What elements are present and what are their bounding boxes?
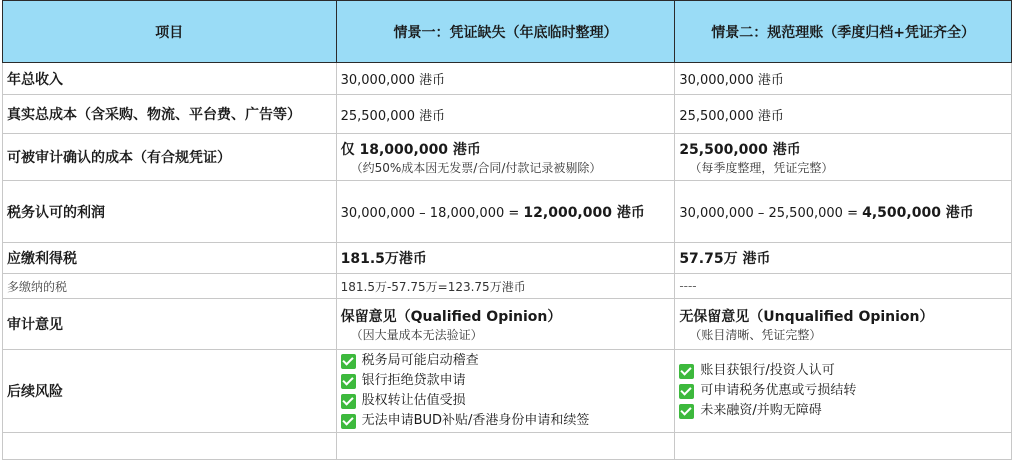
risk-s1-text: 银行拒绝贷款申请 xyxy=(361,373,466,388)
cell-total-cost-s1[interactable]: 25,500,000 港币 xyxy=(336,95,675,134)
cell-audited-cost-s1[interactable] xyxy=(336,134,675,181)
row-label-opinion[interactable]: 审计意见 xyxy=(3,299,337,350)
risk-list-s1 xyxy=(341,351,671,431)
cell-risk-s1[interactable] xyxy=(336,350,675,433)
empty-cell[interactable] xyxy=(3,433,337,460)
cell-profit-s1[interactable] xyxy=(336,181,675,243)
list-item xyxy=(341,391,671,411)
risk-s1-text: 无法申请BUD补贴/香港身份申请和续签 xyxy=(361,413,590,428)
table-row xyxy=(3,350,1012,433)
table-row xyxy=(3,274,1012,299)
cell-tax-s1[interactable]: 181.5万港币 xyxy=(336,243,675,274)
check-icon xyxy=(341,414,356,429)
check-icon xyxy=(341,354,356,369)
opinion-s2-note: （账目清晰、凭证完整） xyxy=(689,327,822,342)
list-item xyxy=(679,401,1007,421)
opinion-s2-main: 无保留意见（Unqualified Opinion） xyxy=(679,308,934,325)
list-item xyxy=(341,351,671,371)
opinion-s1-main: 保留意见（Qualified Opinion） xyxy=(340,308,562,325)
list-item xyxy=(341,411,671,431)
opinion-s1-note: （因大量成本无法验证） xyxy=(350,327,483,342)
empty-row xyxy=(3,433,1012,460)
empty-cell[interactable] xyxy=(336,433,675,460)
risk-s2-text: 可申请税务优惠或亏损结转 xyxy=(700,383,857,398)
table-row xyxy=(3,134,1012,181)
check-icon xyxy=(341,374,356,389)
cell-tax-s2[interactable]: 57.75万 港币 xyxy=(675,243,1012,274)
check-icon xyxy=(341,394,356,409)
profit-s2-formula: 30,000,000 – 25,500,000 = xyxy=(679,205,863,221)
cell-opinion-s2[interactable] xyxy=(675,299,1012,350)
row-label-tax[interactable]: 应缴利得税 xyxy=(3,243,337,274)
audited-cost-s2-main: 25,500,000 港币 xyxy=(679,141,801,158)
profit-s1-formula: 30,000,000 – 18,000,000 = xyxy=(340,205,524,221)
row-label-income[interactable]: 年总收入 xyxy=(3,63,337,95)
table-row xyxy=(3,243,1012,274)
check-icon xyxy=(679,404,694,419)
audited-cost-s2-note: （每季度整理，凭证完整） xyxy=(689,160,834,175)
cell-extra-tax-s1[interactable]: 181.5万-57.75万=123.75万港币 xyxy=(336,274,675,299)
audited-cost-s1-main: 仅 18,000,000 港币 xyxy=(340,141,481,158)
check-icon xyxy=(679,384,694,399)
profit-s1-result: 12,000,000 港币 xyxy=(523,204,645,221)
comparison-table xyxy=(2,0,1012,460)
cell-income-s1[interactable]: 30,000,000 港币 xyxy=(336,63,675,95)
row-label-profit[interactable]: 税务认可的利润 xyxy=(3,181,337,243)
risk-s2-text: 账目获银行/投资人认可 xyxy=(700,363,835,378)
cell-profit-s2[interactable] xyxy=(675,181,1012,243)
table-row xyxy=(3,63,1012,95)
list-item xyxy=(341,371,671,391)
row-label-audited-cost[interactable]: 可被审计确认的成本（有合规凭证） xyxy=(3,134,337,181)
risk-s1-text: 股权转让估值受损 xyxy=(361,393,466,408)
row-label-extra-tax[interactable]: 多缴纳的税 xyxy=(3,274,337,299)
list-item xyxy=(679,381,1007,401)
cell-extra-tax-s2[interactable]: ---- xyxy=(675,274,1012,299)
header-scenario-1[interactable]: 情景一：凭证缺失（年底临时整理） xyxy=(336,1,675,63)
audited-cost-s1-note: （约50%成本因无发票/合同/付款记录被剔除） xyxy=(350,160,602,175)
header-item[interactable]: 项目 xyxy=(3,1,337,63)
table-row xyxy=(3,181,1012,243)
header-scenario-2[interactable]: 情景二：规范理账（季度归档+凭证齐全） xyxy=(675,1,1012,63)
risk-list-s2 xyxy=(679,361,1007,421)
profit-s2-result: 4,500,000 港币 xyxy=(862,204,974,221)
table-row xyxy=(3,299,1012,350)
risk-s2-text: 未来融资/并购无障碍 xyxy=(700,403,822,418)
cell-total-cost-s2[interactable]: 25,500,000 港币 xyxy=(675,95,1012,134)
cell-income-s2[interactable]: 30,000,000 港币 xyxy=(675,63,1012,95)
list-item xyxy=(679,361,1007,381)
row-label-risk[interactable]: 后续风险 xyxy=(3,350,337,433)
header-row xyxy=(3,1,1012,63)
cell-audited-cost-s2[interactable] xyxy=(675,134,1012,181)
check-icon xyxy=(679,364,694,379)
cell-opinion-s1[interactable] xyxy=(336,299,675,350)
row-label-total-cost[interactable]: 真实总成本（含采购、物流、平台费、广告等） xyxy=(3,95,337,134)
table-row xyxy=(3,95,1012,134)
empty-cell[interactable] xyxy=(675,433,1012,460)
risk-s1-text: 税务局可能启动稽查 xyxy=(361,353,479,368)
cell-risk-s2[interactable] xyxy=(675,350,1012,433)
